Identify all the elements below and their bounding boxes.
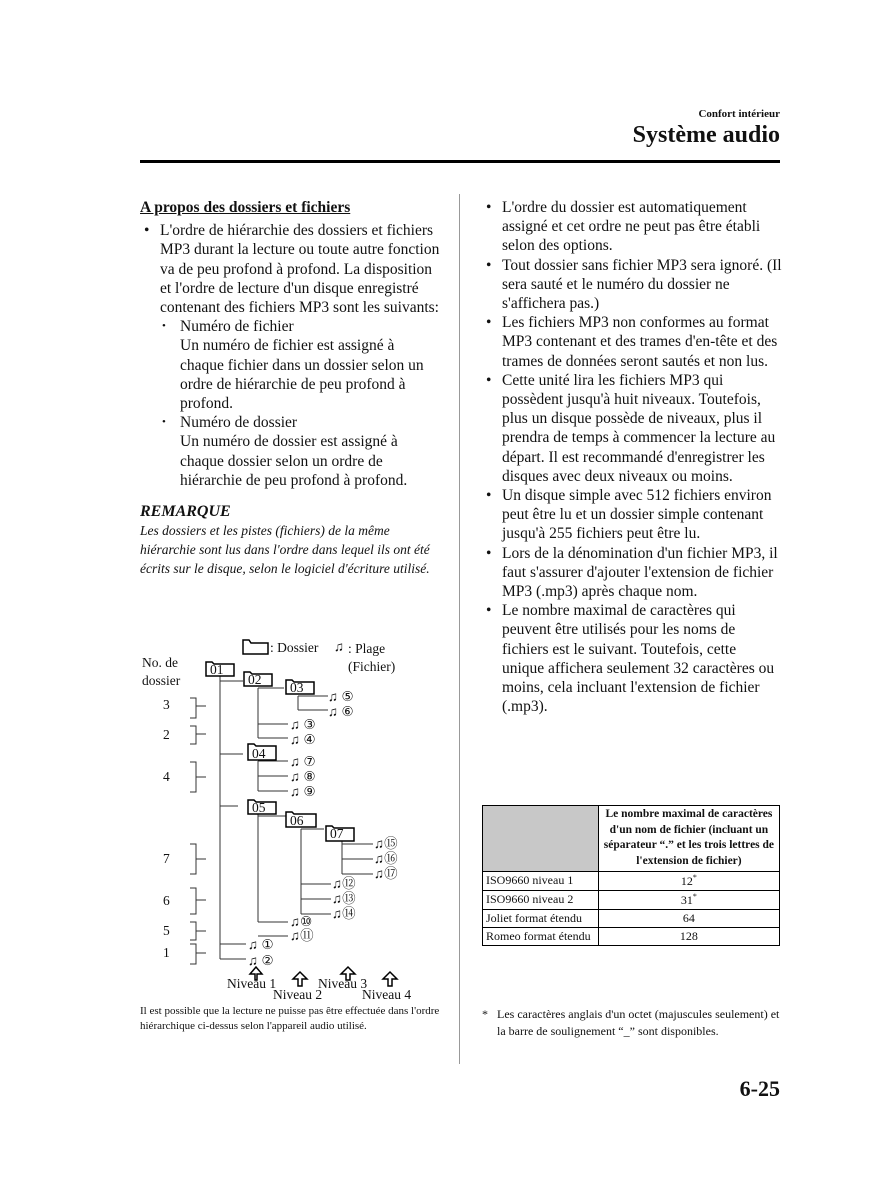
track-item bbox=[290, 755, 316, 769]
legend-track-label-2: (Fichier) bbox=[348, 659, 396, 674]
legend-music-note-icon: ♫ bbox=[334, 639, 345, 654]
header-section: Confort intérieur bbox=[698, 108, 780, 120]
folder-hierarchy-diagram bbox=[138, 636, 448, 1006]
table-cell-value bbox=[598, 890, 779, 909]
footnote bbox=[482, 1006, 782, 1039]
sub-item-folder-number bbox=[160, 413, 440, 490]
table-header-cell: Le nombre maximal de caractères d'un nom de fichier (incluant un séparateur “.” et les trois lettres de l'extension de fichier) bbox=[598, 806, 779, 872]
table-cell-label: ISO9660 niveau 2 bbox=[483, 890, 599, 909]
table-row bbox=[483, 871, 780, 890]
level-label: Niveau 1 bbox=[227, 976, 277, 991]
music-note-icon: ♫ bbox=[248, 937, 259, 952]
table-cell-label: ISO9660 niveau 1 bbox=[483, 871, 599, 890]
right-column bbox=[482, 198, 782, 716]
music-note-icon: ♫ bbox=[332, 906, 343, 921]
folder-number-label: No. de bbox=[142, 655, 178, 670]
music-note-icon: ♫ bbox=[374, 866, 385, 881]
track-number: ⑫ bbox=[342, 876, 356, 891]
footnote-mark: * bbox=[482, 1007, 488, 1021]
level-label: Niveau 2 bbox=[273, 987, 323, 1002]
folder-number: 3 bbox=[163, 697, 170, 712]
left-column bbox=[140, 198, 440, 578]
page-title: Système audio bbox=[632, 122, 780, 148]
value-text: 12 bbox=[680, 873, 693, 888]
list-item: • Cette unité lira les fichiers MP3 qui possèdent jusqu'à huit niveaux. Toutefois, plus un disque possède de niveaux, plus il prendra de temps à commencer la lecture au départ. Il est recommandé d'enregistrer les disques avec deux niveaux ou moins. bbox=[482, 371, 782, 486]
sub-item-title: • Numéro de fichier bbox=[180, 318, 294, 336]
music-note-icon: ♫ bbox=[290, 784, 301, 799]
track-number: ⑯ bbox=[384, 851, 398, 866]
track-item bbox=[374, 852, 398, 866]
music-note-icon: ♫ bbox=[248, 953, 259, 968]
track-item bbox=[328, 705, 354, 719]
music-note-icon: ♫ bbox=[374, 836, 385, 851]
level-label: Niveau 4 bbox=[362, 987, 412, 1002]
track-item bbox=[290, 929, 314, 943]
folder-01: 01 bbox=[210, 662, 224, 677]
folder-04: 04 bbox=[252, 746, 266, 761]
track-number: ⑩ bbox=[300, 914, 313, 929]
folder-05: 05 bbox=[252, 800, 266, 815]
folder-06: 06 bbox=[290, 813, 304, 828]
list-item: • Tout dossier sans fichier MP3 sera ignoré. (Il sera sauté et le numéro du dossier ne s'affichera pas.) bbox=[482, 256, 782, 314]
folder-number: 4 bbox=[163, 769, 170, 784]
footnote-mark: * bbox=[692, 891, 697, 901]
track-number: ⑧ bbox=[303, 769, 316, 784]
note-text: Les dossiers et les pistes (fichiers) de la même hiérarchie sont lus dans l'ordre dans lequel ils ont été écrits sur le disque, selon le logiciel d'écriture utilisé. bbox=[140, 523, 430, 577]
footnote-mark: * bbox=[692, 872, 697, 882]
header-rule bbox=[140, 160, 780, 163]
track-number: ② bbox=[261, 953, 274, 968]
table-cell-label: Joliet format étendu bbox=[483, 909, 599, 927]
folder-number: 2 bbox=[163, 727, 170, 742]
track-item bbox=[332, 907, 356, 921]
track-number: ⑤ bbox=[341, 689, 354, 704]
note-title: REMARQUE bbox=[140, 503, 231, 521]
track-item bbox=[374, 867, 398, 881]
section-heading: A propos des dossiers et fichiers bbox=[140, 199, 351, 216]
music-note-icon: ♫ bbox=[290, 914, 301, 929]
column-divider bbox=[459, 194, 460, 1064]
track-item bbox=[332, 877, 356, 891]
track-item bbox=[290, 785, 316, 799]
table-cell-value bbox=[598, 871, 779, 890]
music-note-icon: ♫ bbox=[290, 732, 301, 747]
value-text: 31 bbox=[680, 892, 693, 907]
diagram-caption: Il est possible que la lecture ne puisse pas être effectuée dans l'ordre hiérarchique ci-dessus selon l'appareil audio utilisé. bbox=[140, 1005, 440, 1032]
track-number: ④ bbox=[303, 732, 316, 747]
table-cell-label: Romeo format étendu bbox=[483, 927, 599, 945]
track-number: ③ bbox=[303, 717, 316, 732]
folder-number: 5 bbox=[163, 923, 170, 938]
filename-limits-table bbox=[482, 805, 780, 946]
track-number: ⑦ bbox=[303, 754, 316, 769]
sub-item-text: Un numéro de fichier est assigné à chaque fichier dans un dossier selon un ordre de hiérarchie de peu profond à profond. bbox=[180, 337, 424, 413]
level-label: Niveau 3 bbox=[318, 976, 368, 991]
music-note-icon: ♫ bbox=[328, 704, 339, 719]
list-item: • Un disque simple avec 512 fichiers environ peut être lu et un dossier simple contenant jusqu'à 255 fichiers peut être lu. bbox=[482, 486, 782, 544]
table-row bbox=[483, 909, 780, 927]
track-item bbox=[290, 770, 316, 784]
table-cell-value: 128 bbox=[598, 927, 779, 945]
track-item bbox=[328, 690, 354, 704]
page-number: 6-25 bbox=[739, 1076, 780, 1101]
left-bullet-list bbox=[140, 221, 440, 490]
track-number: ⑪ bbox=[300, 928, 314, 943]
track-number: ⑬ bbox=[342, 891, 356, 906]
track-number: ⑮ bbox=[384, 836, 398, 851]
track-item bbox=[290, 915, 312, 929]
track-number: ⑭ bbox=[342, 906, 356, 921]
table-header-empty bbox=[483, 806, 599, 872]
folder-02: 02 bbox=[248, 672, 262, 687]
list-item: • L'ordre du dossier est automatiquement assigné et cet ordre ne peut pas être établi selon des options. bbox=[482, 198, 782, 256]
folder-number: 1 bbox=[163, 945, 170, 960]
music-note-icon: ♫ bbox=[290, 769, 301, 784]
list-item: • Lors de la dénomination d'un fichier MP3, il faut s'assurer d'ajouter l'extension de fichier MP3 (.mp3) après chaque nom. bbox=[482, 544, 782, 602]
music-note-icon: ♫ bbox=[328, 689, 339, 704]
list-item: • Le nombre maximal de caractères qui peuvent être utilisés pour les noms de fichiers est le suivant. Toutefois, cette unique affichera seulement 32 caractères ou moins, cela incluant l'extension de fichier (.mp3). bbox=[482, 601, 782, 716]
footnote-text: Les caractères anglais d'un octet (majuscules seulement) et la barre de soulignement “_” sont disponibles. bbox=[497, 1007, 780, 1038]
folder-07: 07 bbox=[330, 826, 344, 841]
track-item bbox=[290, 718, 316, 732]
sub-list bbox=[160, 317, 440, 490]
legend-folder-label: : Dossier bbox=[270, 640, 319, 655]
music-note-icon: ♫ bbox=[290, 754, 301, 769]
track-item bbox=[374, 837, 398, 851]
legend-track-label: : Plage bbox=[348, 641, 386, 656]
track-item bbox=[248, 938, 274, 952]
track-number: ⑰ bbox=[384, 866, 398, 881]
track-item bbox=[332, 892, 356, 906]
music-note-icon: ♫ bbox=[332, 876, 343, 891]
folder-number-label-2: dossier bbox=[142, 673, 181, 688]
music-note-icon: ♫ bbox=[332, 891, 343, 906]
music-note-icon: ♫ bbox=[290, 717, 301, 732]
sub-item-title: • Numéro de dossier bbox=[180, 414, 298, 432]
table-cell-value: 64 bbox=[598, 909, 779, 927]
track-number: ① bbox=[261, 937, 274, 952]
table-header-row bbox=[483, 806, 780, 872]
folder-03: 03 bbox=[290, 680, 304, 695]
table-row bbox=[483, 927, 780, 945]
track-item bbox=[290, 733, 316, 747]
folder-number: 6 bbox=[163, 893, 170, 908]
bullet-text: L'ordre de hiérarchie des dossiers et fichiers MP3 durant la lecture ou toute autre fonction va de peu profond à profond. La disposition et l'ordre de lecture d'un disque enregistré contenant des fichiers MP3 sont les suivants: bbox=[160, 222, 440, 317]
table-row bbox=[483, 890, 780, 909]
folder-number: 7 bbox=[163, 851, 170, 866]
sub-item-text: Un numéro de dossier est assigné à chaque dossier selon un ordre de hiérarchie de peu profond à profond. bbox=[180, 433, 408, 489]
track-item bbox=[248, 954, 274, 968]
music-note-icon: ♫ bbox=[290, 928, 301, 943]
sub-item-file-number bbox=[160, 317, 440, 413]
list-item bbox=[140, 221, 440, 490]
list-item: • Les fichiers MP3 non conformes au format MP3 contenant et des trames d'en-tête et des trames de données seront sautés et non lus. bbox=[482, 313, 782, 371]
music-note-icon: ♫ bbox=[374, 851, 385, 866]
right-bullet-list bbox=[482, 198, 782, 716]
track-number: ⑨ bbox=[303, 784, 316, 799]
track-number: ⑥ bbox=[341, 704, 354, 719]
